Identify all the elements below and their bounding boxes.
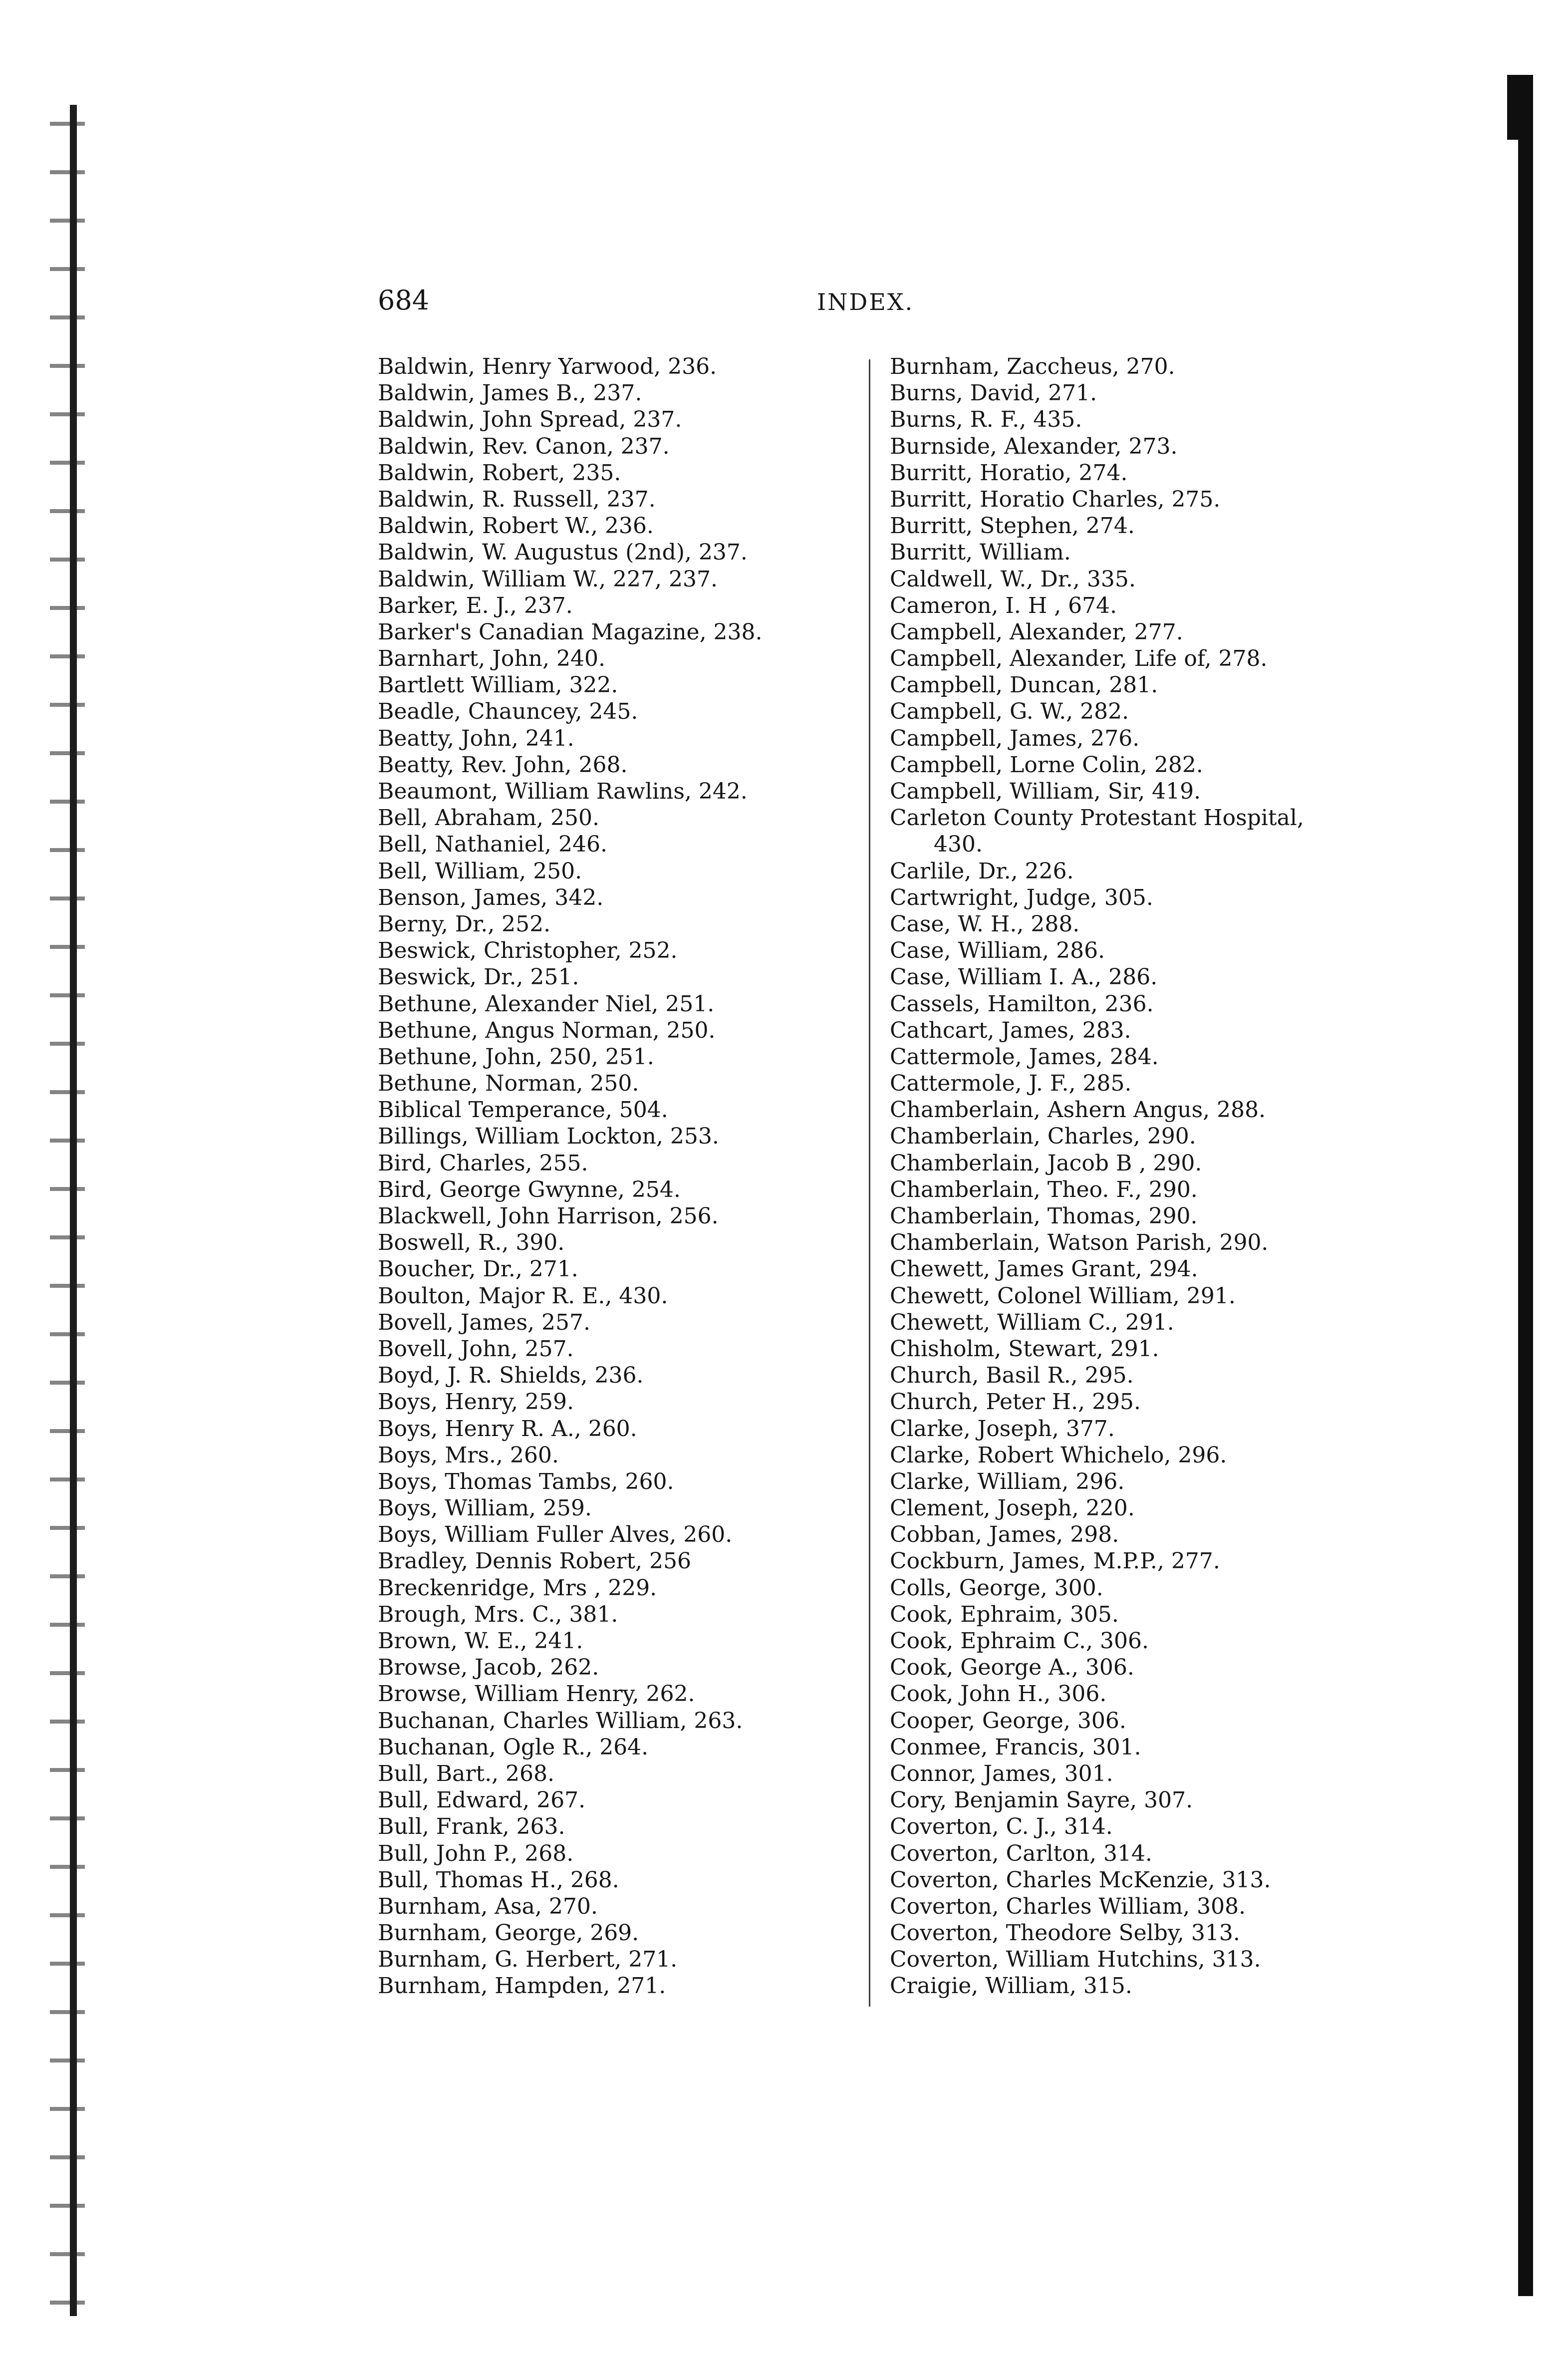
index-entry: Bradley, Dennis Robert, 256	[378, 1548, 691, 1574]
index-entry: Carleton County Protestant Hospital,	[890, 805, 1304, 831]
index-entry: Baldwin, William W., 227, 237.	[378, 566, 718, 592]
index-entry: Browse, William Henry, 262.	[378, 1681, 695, 1707]
index-entry: Bull, Frank, 263.	[378, 1814, 565, 1840]
index-entry: Burritt, Horatio Charles, 275.	[890, 486, 1221, 512]
index-entry: Cobban, James, 298.	[890, 1522, 1119, 1548]
index-entry: Bell, William, 250.	[378, 858, 582, 884]
index-entry: Burnham, George, 269.	[378, 1920, 639, 1946]
index-entry: Clarke, Robert Whichelo, 296.	[890, 1442, 1227, 1468]
index-entry: Boys, Henry R. A., 260.	[378, 1416, 637, 1442]
index-entry: Burns, David, 271.	[890, 380, 1097, 406]
index-entry: Boswell, R., 390.	[378, 1230, 565, 1256]
index-entry: Browse, Jacob, 262.	[378, 1655, 599, 1681]
index-entry: Bovell, John, 257.	[378, 1336, 574, 1362]
index-entry: Chamberlain, Thomas, 290.	[890, 1203, 1198, 1229]
index-entry: Boys, Henry, 259.	[378, 1389, 574, 1415]
index-entry: Coverton, Charles William, 308.	[890, 1893, 1246, 1919]
index-entry: Beswick, Christopher, 252.	[378, 938, 678, 964]
running-head	[378, 285, 1126, 329]
index-entry: Bethune, Angus Norman, 250.	[378, 1017, 716, 1043]
index-entry: Boucher, Dr., 271.	[378, 1256, 578, 1282]
index-entry: Colls, George, 300.	[890, 1575, 1103, 1601]
index-entry: Coverton, Theodore Selby, 313.	[890, 1920, 1240, 1946]
index-column-right	[890, 353, 1389, 2000]
scan-edge-right	[1518, 75, 1533, 2296]
index-entry: Berny, Dr., 252.	[378, 911, 551, 937]
index-entry: Breckenridge, Mrs , 229.	[378, 1575, 657, 1601]
column-divider	[869, 359, 870, 2007]
index-entry: Burritt, Horatio, 274.	[890, 460, 1128, 486]
index-entry: Bull, Edward, 267.	[378, 1787, 586, 1813]
index-entry: Clarke, William, 296.	[890, 1469, 1125, 1494]
index-column-left	[378, 353, 852, 2000]
index-entry: Brown, W. E., 241.	[378, 1628, 583, 1654]
index-entry: Beswick, Dr., 251.	[378, 964, 579, 990]
index-entry: Coverton, Charles McKenzie, 313.	[890, 1867, 1271, 1893]
index-entry: Billings, William Lockton, 253.	[378, 1124, 719, 1150]
index-entry: Benson, James, 342.	[378, 884, 604, 910]
index-entry: Brough, Mrs. C., 381.	[378, 1601, 618, 1627]
index-entry: 430.	[934, 832, 983, 858]
index-entry: Bird, Charles, 255.	[378, 1150, 588, 1176]
index-entry: Chewett, Colonel William, 291.	[890, 1283, 1236, 1309]
index-entry: Beatty, John, 241.	[378, 725, 574, 751]
index-entry: Cameron, I. H , 674.	[890, 592, 1117, 618]
page-title: INDEX.	[817, 289, 914, 315]
index-entry: Burnside, Alexander, 273.	[890, 433, 1178, 459]
index-entry: Burnham, Asa, 270.	[378, 1893, 598, 1919]
index-entry: Coverton, William Hutchins, 313.	[890, 1947, 1261, 1973]
index-entry: Case, W. H., 288.	[890, 911, 1080, 937]
index-entry: Campbell, Alexander, 277.	[890, 619, 1183, 645]
index-entry: Chisholm, Stewart, 291.	[890, 1336, 1159, 1362]
index-entry: Cooper, George, 306.	[890, 1708, 1126, 1734]
index-entry: Burritt, William.	[890, 540, 1071, 566]
index-entry: Conmee, Francis, 301.	[890, 1734, 1141, 1760]
index-entry: Clement, Joseph, 220.	[890, 1495, 1135, 1521]
index-entry: Burritt, Stephen, 274.	[890, 513, 1135, 539]
scan-edge-left	[70, 105, 77, 2316]
index-entry: Campbell, William, Sir, 419.	[890, 779, 1201, 804]
index-entry: Campbell, Duncan, 281.	[890, 672, 1158, 698]
index-entry: Chamberlain, Ashern Angus, 288.	[890, 1097, 1266, 1123]
index-entry: Barker, E. J., 237.	[378, 592, 573, 618]
index-entry: Chamberlain, Watson Parish, 290.	[890, 1230, 1269, 1256]
index-entry: Craigie, William, 315.	[890, 1973, 1132, 1999]
index-entry: Cathcart, James, 283.	[890, 1017, 1131, 1043]
index-entry: Baldwin, Henry Yarwood, 236.	[378, 354, 717, 379]
index-entry: Cassels, Hamilton, 236.	[890, 991, 1154, 1017]
index-entry: Baldwin, Rev. Canon, 237.	[378, 433, 670, 459]
index-entry: Burnham, Zaccheus, 270.	[890, 354, 1175, 379]
index-entry: Beadle, Chauncey, 245.	[378, 699, 638, 725]
index-entry: Barnhart, John, 240.	[378, 646, 605, 672]
scan-edge-specks	[50, 100, 85, 2336]
index-entry: Church, Peter H., 295.	[890, 1389, 1141, 1415]
index-entry: Chewett, William C., 291.	[890, 1309, 1174, 1335]
index-entry: Buchanan, Charles William, 263.	[378, 1708, 743, 1734]
index-entry: Baldwin, W. Augustus (2nd), 237.	[378, 540, 748, 566]
index-entry: Cockburn, James, M.P.P., 277.	[890, 1548, 1220, 1574]
index-entry: Cattermole, J. F., 285.	[890, 1071, 1132, 1097]
index-entry: Cory, Benjamin Sayre, 307.	[890, 1787, 1193, 1813]
index-entry: Barker's Canadian Magazine, 238.	[378, 619, 763, 645]
index-entry: Cook, Ephraim, 305.	[890, 1601, 1119, 1627]
index-entry: Boys, Thomas Tambs, 260.	[378, 1469, 674, 1494]
index-entry: Bell, Nathaniel, 246.	[378, 832, 607, 858]
index-entry: Campbell, G. W., 282.	[890, 699, 1129, 725]
index-entry: Bird, George Gwynne, 254.	[378, 1177, 681, 1202]
index-entry: Cook, George A., 306.	[890, 1655, 1134, 1681]
page-number: 684	[378, 285, 430, 316]
index-entry: Bethune, Norman, 250.	[378, 1071, 639, 1097]
index-entry: Cattermole, James, 284.	[890, 1044, 1159, 1070]
index-entry: Cook, Ephraim C., 306.	[890, 1628, 1149, 1654]
index-entry: Bell, Abraham, 250.	[378, 805, 599, 831]
index-entry: Boys, Mrs., 260.	[378, 1442, 559, 1468]
index-entry: Bull, Bart., 268.	[378, 1761, 554, 1786]
index-entry: Baldwin, James B., 237.	[378, 380, 642, 406]
index-entry: Boulton, Major R. E., 430.	[378, 1283, 668, 1309]
index-entry: Biblical Temperance, 504.	[378, 1097, 668, 1123]
index-entry: Carlile, Dr., 226.	[890, 858, 1074, 884]
index-entry: Clarke, Joseph, 377.	[890, 1416, 1115, 1442]
index-entry: Burns, R. F., 435.	[890, 407, 1082, 433]
index-entry: Cartwright, Judge, 305.	[890, 884, 1153, 910]
index-entry: Bartlett William, 322.	[378, 672, 618, 698]
index-entry: Caldwell, W., Dr., 335.	[890, 566, 1136, 592]
index-entry: Baldwin, John Spread, 237.	[378, 407, 682, 433]
index-entry: Burnham, Hampden, 271.	[378, 1973, 666, 1999]
index-entry: Boys, William, 259.	[378, 1495, 592, 1521]
index-entry: Blackwell, John Harrison, 256.	[378, 1203, 719, 1229]
index-entry: Church, Basil R., 295.	[890, 1363, 1134, 1389]
index-entry: Case, William, 286.	[890, 938, 1105, 964]
index-entry: Campbell, James, 276.	[890, 725, 1140, 751]
index-entry: Bull, John P., 268.	[378, 1840, 574, 1866]
index-entry: Bethune, Alexander Niel, 251.	[378, 991, 715, 1017]
index-entry: Chamberlain, Charles, 290.	[890, 1124, 1196, 1150]
index-entry: Chewett, James Grant, 294.	[890, 1256, 1198, 1282]
index-entry: Bull, Thomas H., 268.	[378, 1867, 619, 1893]
index-entry: Boyd, J. R. Shields, 236.	[378, 1363, 644, 1389]
index-entry: Connor, James, 301.	[890, 1761, 1113, 1786]
index-entry: Case, William I. A., 286.	[890, 964, 1158, 990]
index-entry: Baldwin, R. Russell, 237.	[378, 486, 656, 512]
index-entry: Bethune, John, 250, 251.	[378, 1044, 654, 1070]
index-entry: Coverton, Carlton, 314.	[890, 1840, 1153, 1866]
index-entry: Chamberlain, Jacob B , 290.	[890, 1150, 1202, 1176]
index-entry: Baldwin, Robert, 235.	[378, 460, 621, 486]
index-entry: Chamberlain, Theo. F., 290.	[890, 1177, 1198, 1202]
index-entry: Cook, John H., 306.	[890, 1681, 1107, 1707]
index-entry: Baldwin, Robert W., 236.	[378, 513, 654, 539]
index-entry: Campbell, Alexander, Life of, 278.	[890, 646, 1268, 672]
index-entry: Campbell, Lorne Colin, 282.	[890, 752, 1203, 778]
index-entry: Burnham, G. Herbert, 271.	[378, 1947, 678, 1973]
index-entry: Beaumont, William Rawlins, 242.	[378, 779, 748, 804]
index-entry: Buchanan, Ogle R., 264.	[378, 1734, 649, 1760]
index-entry: Coverton, C. J., 314.	[890, 1814, 1113, 1840]
index-entry: Beatty, Rev. John, 268.	[378, 752, 628, 778]
index-entry: Boys, William Fuller Alves, 260.	[378, 1522, 733, 1548]
index-entry: Bovell, James, 257.	[378, 1309, 590, 1335]
